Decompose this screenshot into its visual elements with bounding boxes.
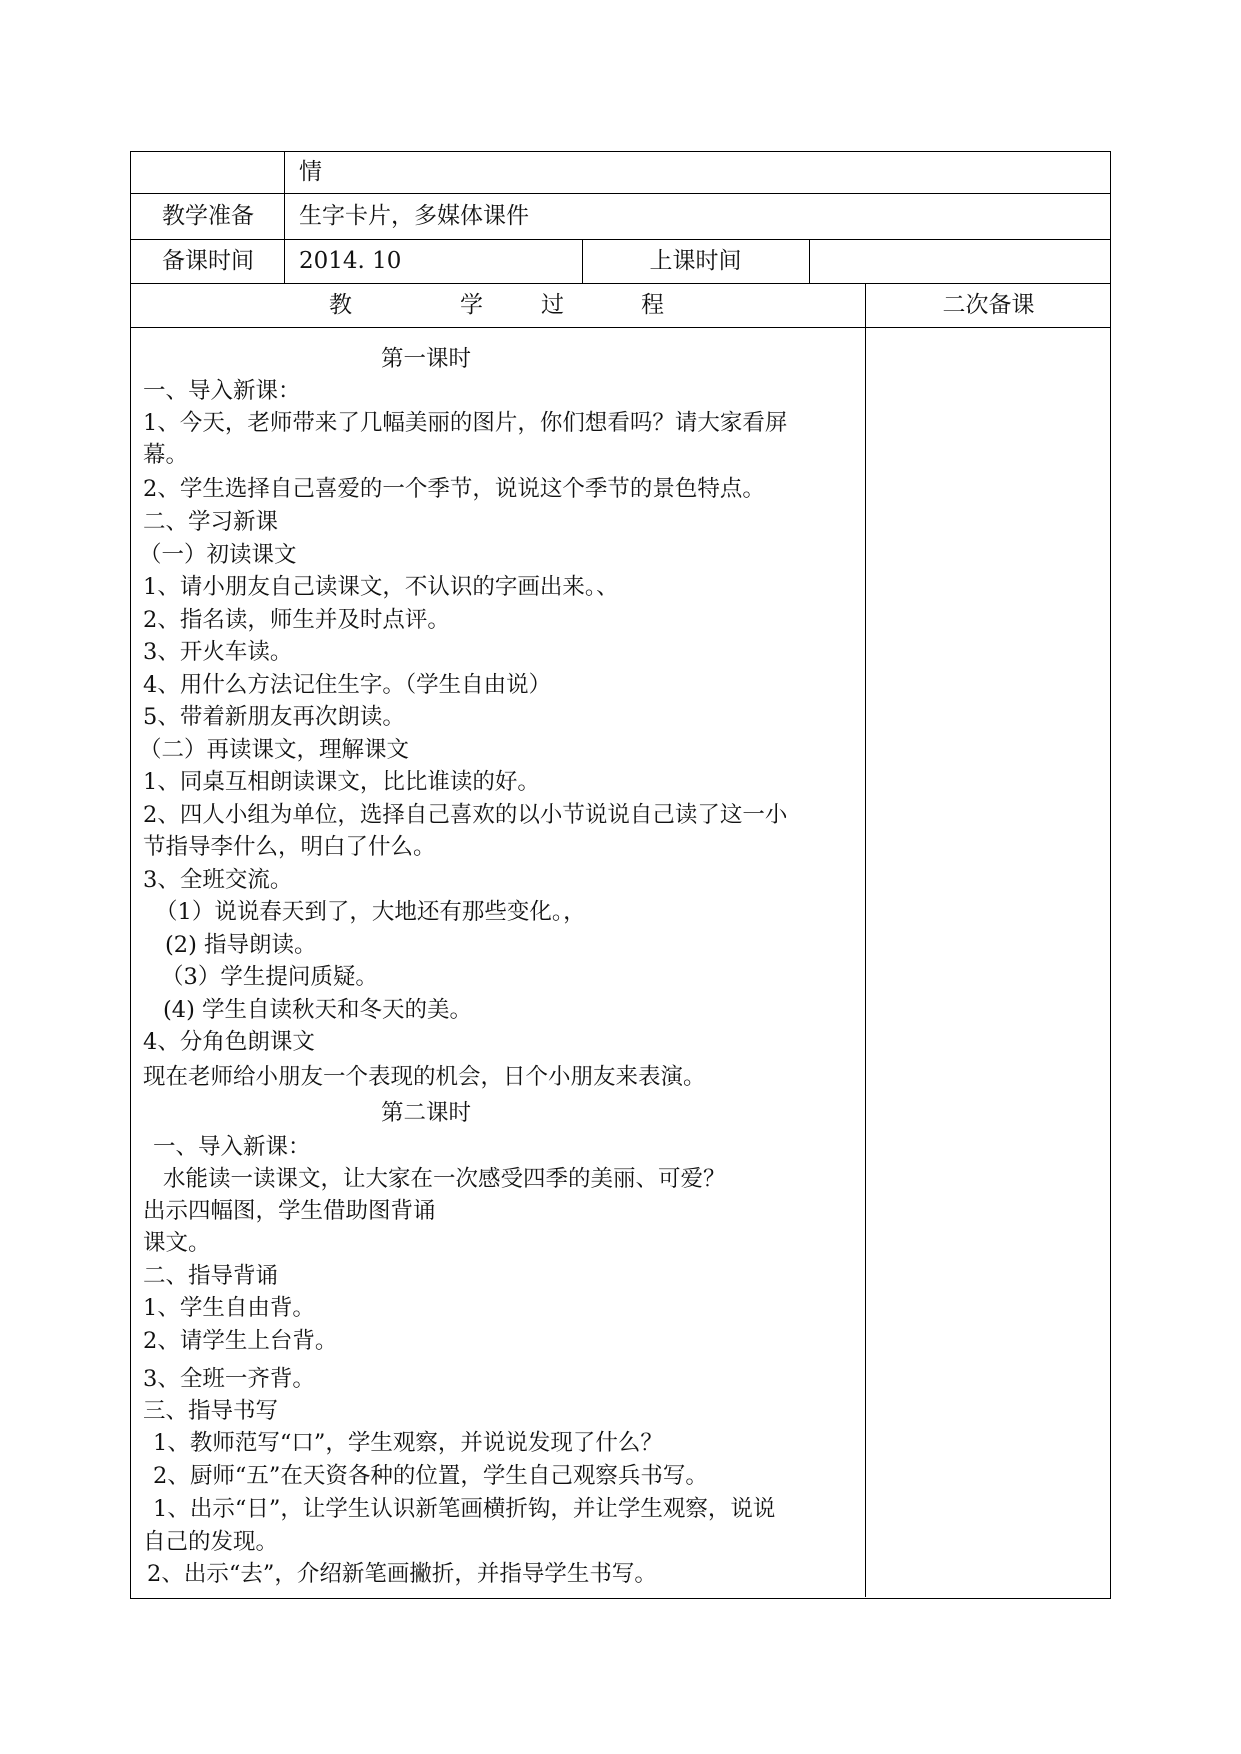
- process-char-1: 教: [329, 292, 352, 318]
- content-line: 5、带着新朋友再次朗读。: [143, 704, 405, 730]
- prep-time-label: 备课时间: [162, 248, 254, 274]
- table-row-section-heads: [131, 284, 1110, 328]
- table-row-preparation: [131, 194, 1110, 240]
- table-row-continued: [131, 152, 1110, 194]
- process-char-4: 程: [641, 292, 664, 318]
- teaching-process-content: [131, 328, 865, 1597]
- content-line: 3、全班一齐背。: [143, 1366, 315, 1392]
- content-line: 自己的发现。: [143, 1529, 279, 1555]
- lesson-heading-1: 第一课时: [381, 346, 472, 372]
- content-line: 3、全班交流。: [143, 867, 293, 893]
- content-line: 三、指导书写: [143, 1398, 279, 1424]
- content-line: 2、指名读，师生并及时点评。: [143, 607, 450, 633]
- content-line: 一、导入新课：: [153, 1134, 311, 1160]
- lesson-plan-table: [130, 151, 1111, 1599]
- class-time-value: [809, 240, 1112, 283]
- content-line: 2、四人小组为单位，选择自己喜欢的以小节说说自己读了这一小: [143, 802, 788, 828]
- content-line: 1、学生自由背。: [143, 1295, 315, 1321]
- class-time-label: 上课时间: [649, 248, 742, 274]
- content-line: 现在老师给小朋友一个表现的机会，日个小朋友来表演。: [143, 1064, 706, 1090]
- content-line: 课文。: [143, 1230, 211, 1256]
- content-line: 幕。: [143, 442, 189, 468]
- table-row-body: [131, 328, 1110, 1597]
- content-line: 4、分角色朗课文: [143, 1029, 315, 1055]
- content-line: 1、出示“日”，让学生认识新笔画横折钩，并让学生观察，说说: [153, 1496, 776, 1522]
- content-line: 4、用什么方法记住生字。（学生自由说）: [143, 672, 552, 698]
- content-line: 1、教师范写“口”，学生观察，并说说发现了什么？: [153, 1430, 663, 1456]
- lesson-heading-2: 第二课时: [381, 1100, 472, 1126]
- content-line: 2、厨师“五”在天资各种的位置，学生自己观察兵书写。: [153, 1463, 708, 1489]
- process-char-2: 学: [460, 292, 483, 318]
- row1-value-cell: 情: [299, 159, 322, 185]
- content-line: 二、学习新课: [143, 509, 279, 535]
- preparation-label: 教学准备: [162, 203, 254, 229]
- teaching-process-heading: [131, 284, 865, 327]
- content-line: （1）说说春天到了，大地还有那些变化。，: [155, 899, 586, 925]
- second-prep-heading: 二次备课: [942, 292, 1035, 318]
- content-line: 3、开火车读。: [143, 639, 293, 665]
- content-line: 二、指导背诵: [143, 1263, 279, 1289]
- prep-time-value: 2014. 10: [299, 248, 402, 274]
- row1-label-cell: [131, 152, 285, 193]
- content-line: (2) 指导朗读。: [165, 932, 317, 958]
- content-line: 1、同桌互相朗读课文，比比谁读的好。: [143, 769, 540, 795]
- content-line: 一、导入新课：: [143, 378, 301, 404]
- preparation-value: 生字卡片，多媒体课件: [299, 203, 529, 229]
- content-line: (4) 学生自读秋天和冬天的美。: [163, 997, 473, 1023]
- content-line: （3）学生提问质疑。: [161, 964, 378, 990]
- process-char-3: 过: [541, 292, 564, 318]
- content-line: 出示四幅图，学生借助图背诵: [143, 1198, 436, 1224]
- content-line: 2、请学生上台背。: [143, 1328, 338, 1354]
- content-line: 水能读一读课文，让大家在一次感受四季的美丽、可爱？: [163, 1166, 726, 1192]
- content-line: 1、今天，老师带来了几幅美丽的图片，你们想看吗？请大家看屏: [143, 410, 788, 436]
- content-line: 2、出示“去”，介绍新笔画撇折，并指导学生书写。: [147, 1561, 657, 1587]
- content-line: 2、学生选择自己喜爱的一个季节，说说这个季节的景色特点。: [143, 476, 765, 502]
- content-line: 节指导李什么，明白了什么。: [143, 834, 436, 860]
- content-line: 1、请小朋友自己读课文，不认识的字画出来。、: [143, 574, 619, 600]
- content-line: （二）再读课文，理解课文: [139, 737, 410, 763]
- content-line: （一）初读课文: [139, 542, 297, 568]
- table-row-time: [131, 240, 1110, 284]
- second-prep-content: [865, 328, 1112, 1597]
